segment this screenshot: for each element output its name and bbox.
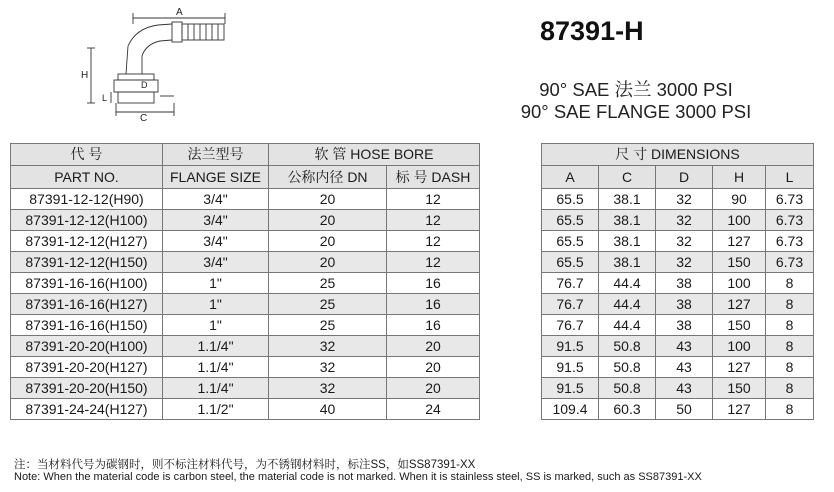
cell-part-no: 87391-12-12(H127) — [11, 231, 163, 252]
header-d: D — [656, 166, 713, 189]
table-row — [11, 378, 814, 399]
cell-dim-a: 65.5 — [542, 231, 599, 252]
header-dash: 标 号 DASH — [387, 166, 480, 189]
spacer-cell — [480, 231, 542, 252]
cell-part-no: 87391-12-12(H100) — [11, 210, 163, 231]
table-row — [11, 315, 814, 336]
page-title: 87391-H — [540, 16, 644, 46]
cell-dim-h: 100 — [713, 336, 766, 357]
cell-dash: 16 — [387, 273, 480, 294]
table-row — [11, 210, 814, 231]
spacer-cell — [480, 399, 542, 420]
cell-dim-h: 100 — [713, 273, 766, 294]
cell-dim-c: 38.1 — [599, 210, 656, 231]
cell-flange-size: 1" — [163, 315, 269, 336]
cell-dim-a: 65.5 — [542, 210, 599, 231]
cell-dim-l: 6.73 — [766, 210, 814, 231]
spacer-cell — [480, 252, 542, 273]
cell-dim-a: 76.7 — [542, 315, 599, 336]
label-c: C — [140, 113, 148, 122]
header-dimensions: 尺 寸 DIMENSIONS — [542, 144, 814, 166]
cell-part-no: 87391-12-12(H90) — [11, 189, 163, 210]
spacer-cell — [480, 315, 542, 336]
cell-dash: 20 — [387, 378, 480, 399]
cell-dim-h: 127 — [713, 357, 766, 378]
table-row — [11, 399, 814, 420]
subtitle-cn: 90° SAE 法兰 3000 PSI — [539, 79, 733, 100]
cell-dash: 16 — [387, 294, 480, 315]
cell-dim-d: 38 — [656, 294, 713, 315]
table-row — [11, 189, 814, 210]
table-row — [11, 273, 814, 294]
cell-dim-l: 8 — [766, 315, 814, 336]
cell-flange-size: 3/4" — [163, 189, 269, 210]
cell-dim-c: 50.8 — [599, 336, 656, 357]
cell-part-no: 87391-20-20(H127) — [11, 357, 163, 378]
header-flange-en: FLANGE SIZE — [163, 166, 269, 189]
table-row — [11, 231, 814, 252]
cell-dim-a: 91.5 — [542, 336, 599, 357]
spec-table — [10, 143, 814, 420]
table-row — [11, 336, 814, 357]
cell-dim-d: 38 — [656, 315, 713, 336]
cell-flange-size: 1.1/4" — [163, 336, 269, 357]
header-hose-bore: 软 管 HOSE BORE — [269, 144, 480, 166]
header-flange-cn: 法兰型号 — [163, 144, 269, 166]
cell-dim-d: 50 — [656, 399, 713, 420]
cell-dim-h: 90 — [713, 189, 766, 210]
cell-part-no: 87391-16-16(H100) — [11, 273, 163, 294]
cell-dim-a: 65.5 — [542, 189, 599, 210]
cell-dim-a: 91.5 — [542, 378, 599, 399]
label-d: D — [141, 80, 148, 90]
cell-dash: 12 — [387, 231, 480, 252]
cell-dim-d: 38 — [656, 273, 713, 294]
header-c: C — [599, 166, 656, 189]
subtitle-en: 90° SAE FLANGE 3000 PSI — [520, 101, 752, 122]
cell-dim-d: 32 — [656, 252, 713, 273]
fitting-drawing — [78, 4, 228, 122]
cell-dn: 20 — [269, 252, 387, 273]
header-l: L — [766, 166, 814, 189]
label-h: H — [81, 70, 89, 81]
cell-part-no: 87391-20-20(H100) — [11, 336, 163, 357]
cell-dim-d: 32 — [656, 210, 713, 231]
cell-dim-d: 43 — [656, 336, 713, 357]
cell-dim-h: 100 — [713, 210, 766, 231]
cell-dash: 24 — [387, 399, 480, 420]
spacer-cell — [480, 210, 542, 231]
cell-flange-size: 1" — [163, 294, 269, 315]
cell-dim-a: 76.7 — [542, 273, 599, 294]
header-dn: 公称内径 DN — [269, 166, 387, 189]
cell-flange-size: 1.1/4" — [163, 378, 269, 399]
cell-dn: 20 — [269, 231, 387, 252]
cell-dash: 16 — [387, 315, 480, 336]
spacer-cell — [480, 378, 542, 399]
cell-dim-l: 6.73 — [766, 231, 814, 252]
cell-dn: 25 — [269, 315, 387, 336]
cell-dn: 25 — [269, 294, 387, 315]
cell-flange-size: 3/4" — [163, 210, 269, 231]
cell-dim-c: 38.1 — [599, 231, 656, 252]
cell-dim-a: 91.5 — [542, 357, 599, 378]
cell-dim-l: 6.73 — [766, 189, 814, 210]
cell-dim-a: 65.5 — [542, 252, 599, 273]
cell-part-no: 87391-12-12(H150) — [11, 252, 163, 273]
cell-dim-l: 6.73 — [766, 252, 814, 273]
spacer-cell — [480, 357, 542, 378]
cell-dn: 25 — [269, 273, 387, 294]
cell-dim-l: 8 — [766, 273, 814, 294]
cell-flange-size: 3/4" — [163, 231, 269, 252]
spacer-cell — [480, 294, 542, 315]
cell-dim-a: 109.4 — [542, 399, 599, 420]
cell-dim-c: 60.3 — [599, 399, 656, 420]
cell-dim-d: 32 — [656, 189, 713, 210]
cell-flange-size: 3/4" — [163, 252, 269, 273]
cell-dim-a: 76.7 — [542, 294, 599, 315]
cell-dim-l: 8 — [766, 294, 814, 315]
cell-dim-l: 8 — [766, 336, 814, 357]
cell-dim-c: 44.4 — [599, 315, 656, 336]
cell-dn: 32 — [269, 336, 387, 357]
cell-flange-size: 1" — [163, 273, 269, 294]
cell-dash: 12 — [387, 189, 480, 210]
table-row — [11, 294, 814, 315]
cell-dim-d: 43 — [656, 378, 713, 399]
cell-dim-c: 50.8 — [599, 357, 656, 378]
table-row — [11, 357, 814, 378]
cell-dim-c: 44.4 — [599, 294, 656, 315]
cell-dim-h: 127 — [713, 294, 766, 315]
cell-part-no: 87391-24-24(H127) — [11, 399, 163, 420]
cell-dn: 32 — [269, 378, 387, 399]
cell-dim-l: 8 — [766, 357, 814, 378]
cell-dim-l: 8 — [766, 399, 814, 420]
cell-part-no: 87391-16-16(H150) — [11, 315, 163, 336]
label-l: L — [102, 93, 108, 103]
cell-dim-l: 8 — [766, 378, 814, 399]
cell-dim-c: 44.4 — [599, 273, 656, 294]
cell-dn: 32 — [269, 357, 387, 378]
cell-dash: 12 — [387, 252, 480, 273]
cell-dash: 12 — [387, 210, 480, 231]
cell-dash: 20 — [387, 357, 480, 378]
cell-dim-h: 150 — [713, 315, 766, 336]
cell-part-no: 87391-20-20(H150) — [11, 378, 163, 399]
header-h: H — [713, 166, 766, 189]
spec-table-body — [11, 189, 814, 420]
note-cn: 注：当材料代号为碳钢时，则不标注材料代号，为不锈钢材料时，标注SS，如SS87391-XX — [14, 459, 476, 471]
cell-dash: 20 — [387, 336, 480, 357]
cell-dim-d: 32 — [656, 231, 713, 252]
spacer-cell — [480, 189, 542, 210]
table-row — [11, 252, 814, 273]
header-part-cn: 代 号 — [11, 144, 163, 166]
cell-flange-size: 1.1/4" — [163, 357, 269, 378]
cell-dim-c: 50.8 — [599, 378, 656, 399]
cell-dn: 20 — [269, 210, 387, 231]
note-en: Note: When the material code is carbon steel, the material code is not marked. When it is stainless steel, SS is marked, such as SS87391-XX — [14, 471, 702, 483]
cell-dim-c: 38.1 — [599, 189, 656, 210]
cell-dim-h: 150 — [713, 252, 766, 273]
cell-dim-d: 43 — [656, 357, 713, 378]
cell-dn: 20 — [269, 189, 387, 210]
header-a: A — [542, 166, 599, 189]
cell-dim-c: 38.1 — [599, 252, 656, 273]
cell-flange-size: 1.1/2" — [163, 399, 269, 420]
cell-dim-h: 127 — [713, 231, 766, 252]
cell-dim-h: 127 — [713, 399, 766, 420]
cell-dim-h: 150 — [713, 378, 766, 399]
label-a: A — [176, 7, 183, 18]
header-part-en: PART NO. — [11, 166, 163, 189]
spacer-cell — [480, 336, 542, 357]
cell-part-no: 87391-16-16(H127) — [11, 294, 163, 315]
cell-dn: 40 — [269, 399, 387, 420]
spacer-cell — [480, 273, 542, 294]
